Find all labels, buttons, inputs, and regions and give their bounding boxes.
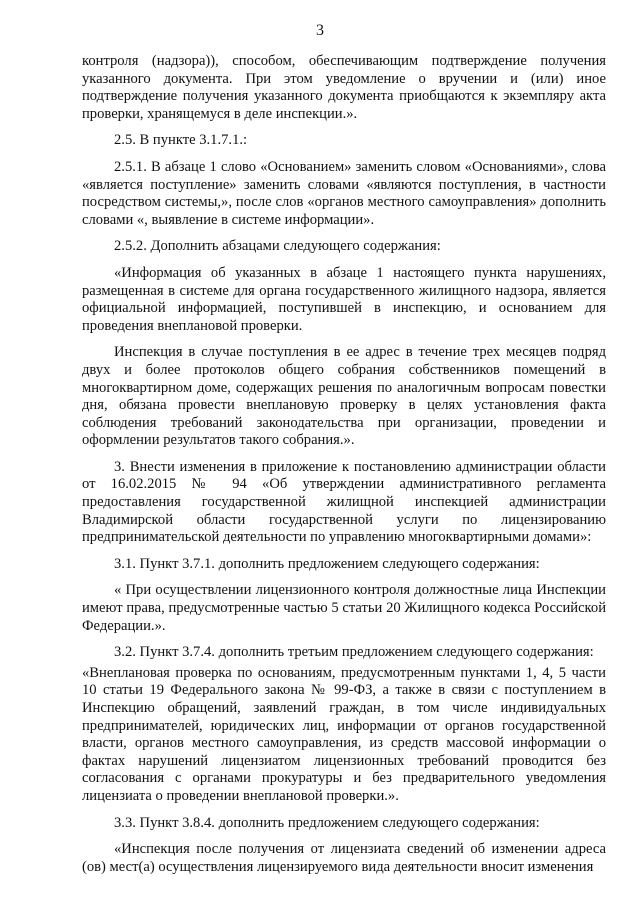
paragraph: « При осуществлении лицензионного контроля должностные лица Инспекции имеют права, предусмотренные частью 5 статьи 20 Жилищного кодекса Российской Федерации.». <box>82 582 606 634</box>
paragraph: 3.1. Пункт 3.7.1. дополнить предложением следующего содержания: <box>114 555 540 572</box>
page-number: 3 <box>316 22 324 39</box>
paragraph: 3.2. Пункт 3.7.4. дополнить третьим предложением следующего содержания: <box>114 644 594 661</box>
paragraph: Инспекция в случае поступления в ее адрес в течение трех месяцев подряд двух и более протоколов общего собрания собственников помещений в многоквартирном доме, содержащих решения по аналогичным вопросам повестки дня, обязана провести внеплановую проверку в целях установления факта соблюдения требований законодательства при организации, проведении и оформлении результатов такого собрания.». <box>82 344 606 449</box>
paragraph: 2.5. В пункте 3.1.7.1.: <box>114 132 248 149</box>
paragraph: «Внеплановая проверка по основаниям, предусмотренным пунктами 1, 4, 5 части 10 статьи 19 Федерального закона № 99-ФЗ, а также в связи с поступлением в Инспекцию обращений, заявлений граждан, в том числе индивидуальных предпринимателей, юридических лиц, информации от органов государственной власти, органов местного самоуправления, из средств массовой информации о фактах нарушений лицензиатом лицензионных требований проводится без согласования с органами прокуратуры и без предварительного уведомления лицензиата о проведении внеплановой проверки.». <box>82 664 606 804</box>
paragraph: контроля (надзора)), способом, обеспечивающим подтверждение получения указанного документа. При этом уведомление о вручении и (или) иное подтверждение получения указанного документа приобщаются к экземпляру акта проверки, хранящемуся в деле инспекции.». <box>82 53 606 122</box>
paragraph: 2.5.1. В абзаце 1 слово «Основанием» заменить словом «Основаниями», слова «является поступление» заменить словами «являются поступления, в частности посредством системы,», после слов «органов местного самоуправления» дополнить словами «, выявление в системе информации». <box>82 158 606 228</box>
paragraph: «Информация об указанных в абзаце 1 настоящего пункта нарушениях, размещенная в системе для органа государственного жилищного надзора, является официальной информацией, поступившей в инспекцию, и основанием для проведения внеплановой проверки. <box>82 264 606 334</box>
document-body <box>82 53 606 885</box>
paragraph: 2.5.2. Дополнить абзацами следующего содержания: <box>114 238 441 255</box>
paragraph: 3.3. Пункт 3.8.4. дополнить предложением следующего содержания: <box>114 814 540 831</box>
paragraph: 3. Внести изменения в приложение к постановлению администрации области от 16.02.2015 № 94 «Об утверждении административного регламента предоставления государственной жилищной инспекцией администрации Владимирской области государственной услуги по лицензированию предпринимательской деятельности по управлению многоквартирными домами»: <box>82 458 606 546</box>
paragraph: «Инспекция после получения от лицензиата сведений об изменении адреса (ов) мест(а) осуществления лицензируемого вида деятельности вносит изменения <box>82 841 606 875</box>
